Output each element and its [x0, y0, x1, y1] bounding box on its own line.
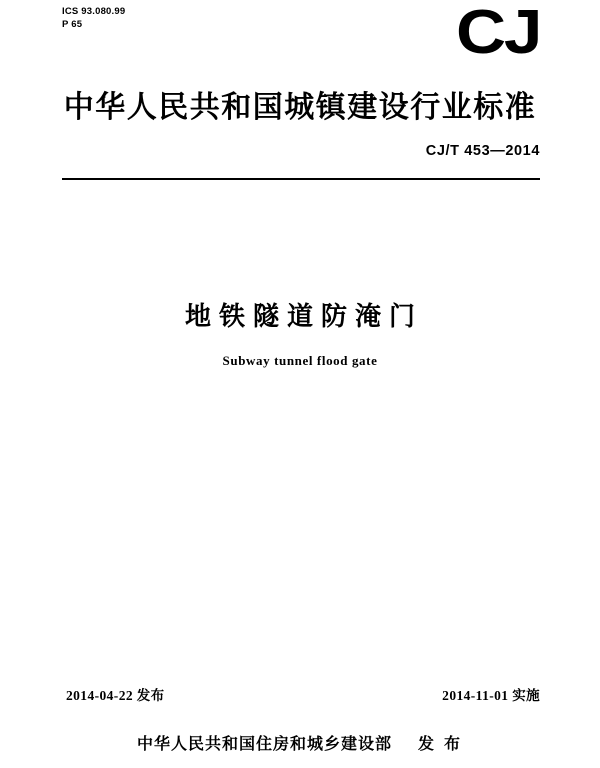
standard-number: CJ/T 453—2014: [425, 143, 540, 159]
classification-code: P 65: [62, 18, 83, 30]
header-divider: [62, 178, 540, 180]
issue-date: 2014-04-22 发布: [66, 688, 165, 703]
ics-number: ICS 93.080.99: [62, 6, 126, 17]
cj-logo: CJ: [455, 0, 540, 67]
document-title-cn: 地铁隧道防淹门: [184, 302, 423, 331]
ics-classification-block: [62, 6, 125, 32]
publisher-name: 中华人民共和国住房和城乡建设部: [136, 736, 392, 753]
publish-verb: 发 布: [418, 736, 464, 753]
effective-date: 2014-11-01 实施: [442, 688, 540, 703]
document-title-en: Subway tunnel flood gate: [222, 353, 378, 368]
standard-series-title: 中华人民共和国城镇建设行业标准: [63, 91, 537, 124]
publisher-line: [0, 731, 600, 754]
